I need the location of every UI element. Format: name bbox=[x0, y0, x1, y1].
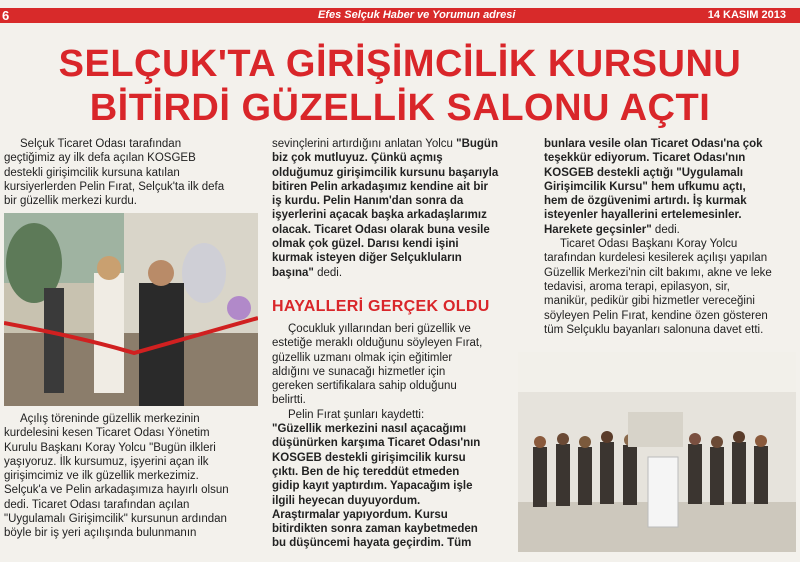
text-line: böyle bir iş yeri açılışında bulunmanın bbox=[4, 527, 197, 540]
text-line: kurdelesini kesen Ticaret Odası Yönetim bbox=[4, 427, 210, 440]
quote-line: Araştırmalar yapıyordum. Kursu bbox=[272, 508, 448, 521]
text-line: tedavisi, aroma terapi, epilasyon, sir, bbox=[544, 280, 731, 293]
masthead-tagline: Efes Selçuk Haber ve Yorumun adresi bbox=[318, 9, 516, 21]
text-line: yaşıyoruz. İlk kursumuz, işyerini açan ilk bbox=[4, 455, 209, 468]
text-line: Selçuk Ticaret Odası tarafından bbox=[20, 138, 182, 150]
text-line: manikür, pedikür gibi hizmetler vereceğini bbox=[544, 295, 755, 308]
text-run: dedi. bbox=[651, 223, 680, 236]
text-line: Ticaret Odası Başkanı Koray Yolcu bbox=[560, 238, 738, 251]
text-line: Kurulu Başkanı Koray Yolcu "Bugün ilkleri bbox=[4, 441, 216, 454]
quote-line: KOSGEB destekli açtığı "Uygulamalı bbox=[544, 166, 744, 179]
quote-line: düşünürken karşıma Ticaret Odası'nın bbox=[272, 437, 481, 450]
text-line: geçtiğimiz ay ilk defa açılan KOSGEB bbox=[4, 152, 196, 165]
column-2-bottom bbox=[272, 322, 520, 551]
text-run: dedi. bbox=[313, 266, 343, 279]
text-line: estetiğe meraklı olduğunu söyleyen Fırat, bbox=[272, 337, 483, 350]
ribbon-cutting-photo bbox=[4, 213, 258, 406]
quote-run: başına" bbox=[272, 266, 314, 279]
quote-line: ilgili heyecan duyuyordum. bbox=[272, 494, 421, 507]
subheading: HAYALLERİ GERÇEK OLDU bbox=[272, 298, 490, 315]
text-line: Pelin Fırat şunları kaydetti: bbox=[288, 408, 425, 421]
text-line: dedi. Ticaret Odası tarafından açılan bbox=[4, 498, 190, 511]
quote-line: hem de özgüvenimi artırdı. İş kurmak bbox=[544, 195, 747, 208]
text-line: Güzellik Merkezi'nin cilt bakımı, akne ve leke bbox=[544, 266, 772, 279]
quote-line: bu düşüncemi hayata geçirdim. Tüm bbox=[272, 537, 472, 550]
quote-line: bitiren Pelin arkadaşımız kendine ait bir bbox=[272, 180, 489, 193]
quote-line: bunlara vesile olan Ticaret Odası'na çok bbox=[544, 138, 763, 150]
quote-run: "Bugün bbox=[456, 138, 498, 150]
column-1-body bbox=[4, 412, 266, 541]
text-line: tarafından kurdelesi kesilerek açılışı yapılan bbox=[544, 252, 768, 265]
text-line: Selçuk'a ve Pelin arkadaşımıza hayırlı olsun bbox=[4, 484, 229, 497]
text-line: Açılış töreninde güzellik merkezinin bbox=[20, 413, 200, 425]
quote-line: isteyenler hayallerini ertelemesinler. bbox=[544, 209, 742, 222]
quote-line: işyerlerini açacak başka arkadaşlarımız bbox=[272, 209, 487, 222]
quote-line: KOSGEB destekli girişimcilik kursu bbox=[272, 451, 466, 464]
headline-line-1: SELÇUK'TA GİRİŞİMCİLİK KURSUNU bbox=[58, 43, 742, 85]
quote-line: çıktı. Ben de hiç tereddüt etmeden bbox=[272, 465, 460, 478]
quote-line: teşekkür ediyorum. Ticaret Odası'nın bbox=[544, 152, 746, 165]
quote-line: Girişimcilik Kursu" hem ufkumu açtı, bbox=[544, 180, 746, 193]
quote-line: gidip kayıt yaptırdım. Yapacağım işle bbox=[272, 480, 473, 493]
quote-line: olacak. Ticaret Odası olarak buna vesile bbox=[272, 223, 490, 236]
text-line: destekli girişimcilik kursuna katılan bbox=[4, 166, 180, 179]
text-run: sevinçlerini artırdığını anlatan Yolcu bbox=[272, 138, 453, 150]
quote-line: kurmak isteyen diğer Selçukluların bbox=[272, 252, 462, 265]
group-photo bbox=[518, 352, 796, 552]
text-line: aldığını ve sunacağı hizmetler için bbox=[272, 365, 446, 378]
text-line: söyleyen Pelin Fırat, kendine özen gösteren bbox=[544, 309, 768, 322]
text-line: girişimcimiz ve ilk güzellik merkezimiz. bbox=[4, 470, 199, 483]
column-3 bbox=[544, 137, 798, 337]
quote-line: olmak çok güzel. Darısı kendi işini bbox=[272, 238, 459, 251]
issue-date: 14 KASIM 2013 bbox=[707, 9, 786, 21]
page-number: 6 bbox=[2, 8, 10, 23]
headline bbox=[0, 42, 800, 130]
text-line bbox=[272, 137, 520, 151]
quote-line: "Güzellik merkezini nasıl açacağımı bbox=[272, 423, 467, 436]
column-2-top bbox=[272, 137, 520, 280]
text-line: belirtti. bbox=[272, 394, 306, 407]
text-line bbox=[272, 266, 520, 280]
quote-line: bitirdikten sonra zaman kaybetmeden bbox=[272, 523, 478, 536]
text-line: "Uygulamalı Girişimcilik" kursunun ardından bbox=[4, 513, 227, 526]
text-line: güzellik uzmanı olmak için eğitimler bbox=[272, 351, 453, 364]
quote-line: iş kurdu. Pelin Hanım'dan sonra da bbox=[272, 195, 464, 208]
text-line: gereken sertifikalara sahip olduğunu bbox=[272, 380, 457, 393]
headline-line-2: BİTİRDİ GÜZELLİK SALONU AÇTI bbox=[89, 87, 711, 129]
text-line: bir güzellik merkezi kurdu. bbox=[4, 195, 137, 208]
text-line: kursiyerlerden Pelin Fırat, Selçuk'ta ilk defa bbox=[4, 180, 225, 193]
column-1-intro bbox=[4, 137, 266, 208]
text-line: tüm Selçuklu bayanları salonuna davet etti. bbox=[544, 323, 764, 336]
quote-run: Harekete geçsinler" bbox=[544, 223, 652, 236]
text-line bbox=[544, 223, 798, 237]
quote-line: biz çok mutluyuz. Çünkü açmış bbox=[272, 152, 443, 165]
quote-line: olduğumuz girişimcilik kursunu başarıyla bbox=[272, 166, 499, 179]
text-line: Çocukluk yıllarından beri güzellik ve bbox=[288, 323, 471, 335]
